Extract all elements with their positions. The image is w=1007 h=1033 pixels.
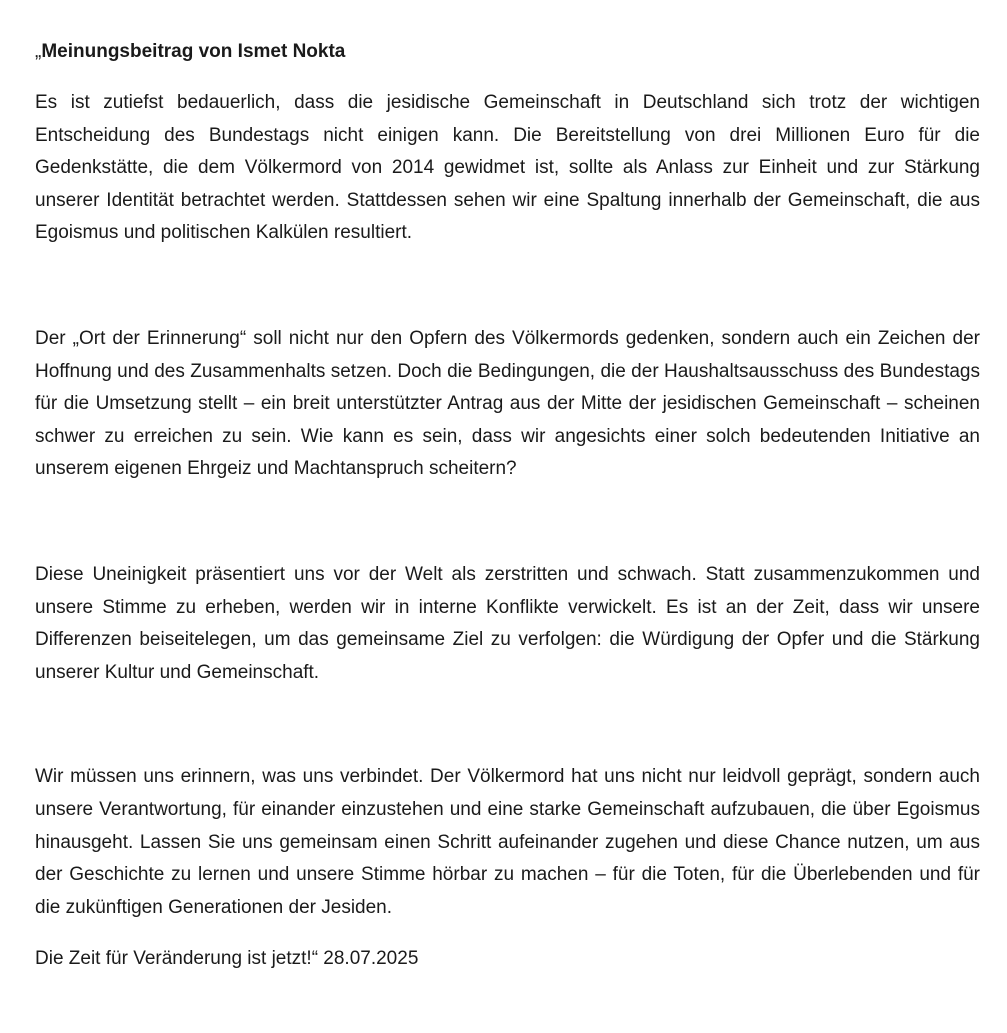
paragraph-2: Der „Ort der Erinnerung“ soll nicht nur den Opfern des Völkermords gedenken, sondern auch ein Zeichen der Hoffnung und des Zusammenhalts setzen. Doch die Bedingungen, die der Haushaltsausschuss des Bundestags für die Umsetzung stellt – ein breit unterstützter Antrag aus der Mitte der jesidischen Gemeinschaft – scheinen schwer zu erreichen zu sein. Wie kann es sein, dass wir angesichts einer solch bedeutenden Initiative an unserem eigenen Ehrgeiz und Machtanspruch scheitern?: [35, 327, 980, 480]
paragraph-4: Wir müssen uns erinnern, was uns verbindet. Der Völkermord hat uns nicht nur leidvoll geprägt, sondern auch unsere Verantwortung, für einander einzustehen und eine starke Gemeinschaft aufzubauen, die über Egoismus hinausgeht. Lassen Sie uns gemeinsam einen Schritt aufeinander zugehen und diese Chance nutzen, um aus der Geschichte zu lernen und unsere Stimme hörbar zu machen – für die Toten, für die Überlebenden und für die zukünftigen Generationen der Jesiden.: [35, 766, 980, 918]
opening-quote: „: [35, 41, 42, 62]
article-heading: [35, 36, 980, 68]
paragraph-1: Es ist zutiefst bedauerlich, dass die jesidische Gemeinschaft in Deutschland sich trotz der wichtigen Entscheidung des Bundestags nicht einigen kann. Die Bereitstellung von drei Millionen Euro für die Gedenkstätte, die dem Völkermord von 2014 gewidmet ist, sollte als Anlass zur Einheit und zur Stärkung unserer Identität betrachtet werden. Stattdessen sehen wir eine Spaltung innerhalb der Gemeinschaft, die aus Egoismus und politischen Kalkülen resultiert.: [35, 92, 980, 244]
closing-line: Die Zeit für Veränderung ist jetzt!“ 28.07.2025: [35, 948, 419, 970]
document-body: [35, 36, 980, 975]
paragraph-3: Diese Uneinigkeit präsentiert uns vor der Welt als zerstritten und schwach. Statt zusammenzukommen und unsere Stimme zu erheben, werden wir in interne Konflikte verwickelt. Es ist an der Zeit, dass wir unsere Differenzen beiseitelegen, um das gemeinsame Ziel zu verfolgen: die Würdigung der Opfer und die Stärkung unserer Kultur und Gemeinschaft.: [35, 563, 980, 683]
article-title: Meinungsbeitrag von Ismet Nokta: [41, 41, 346, 62]
